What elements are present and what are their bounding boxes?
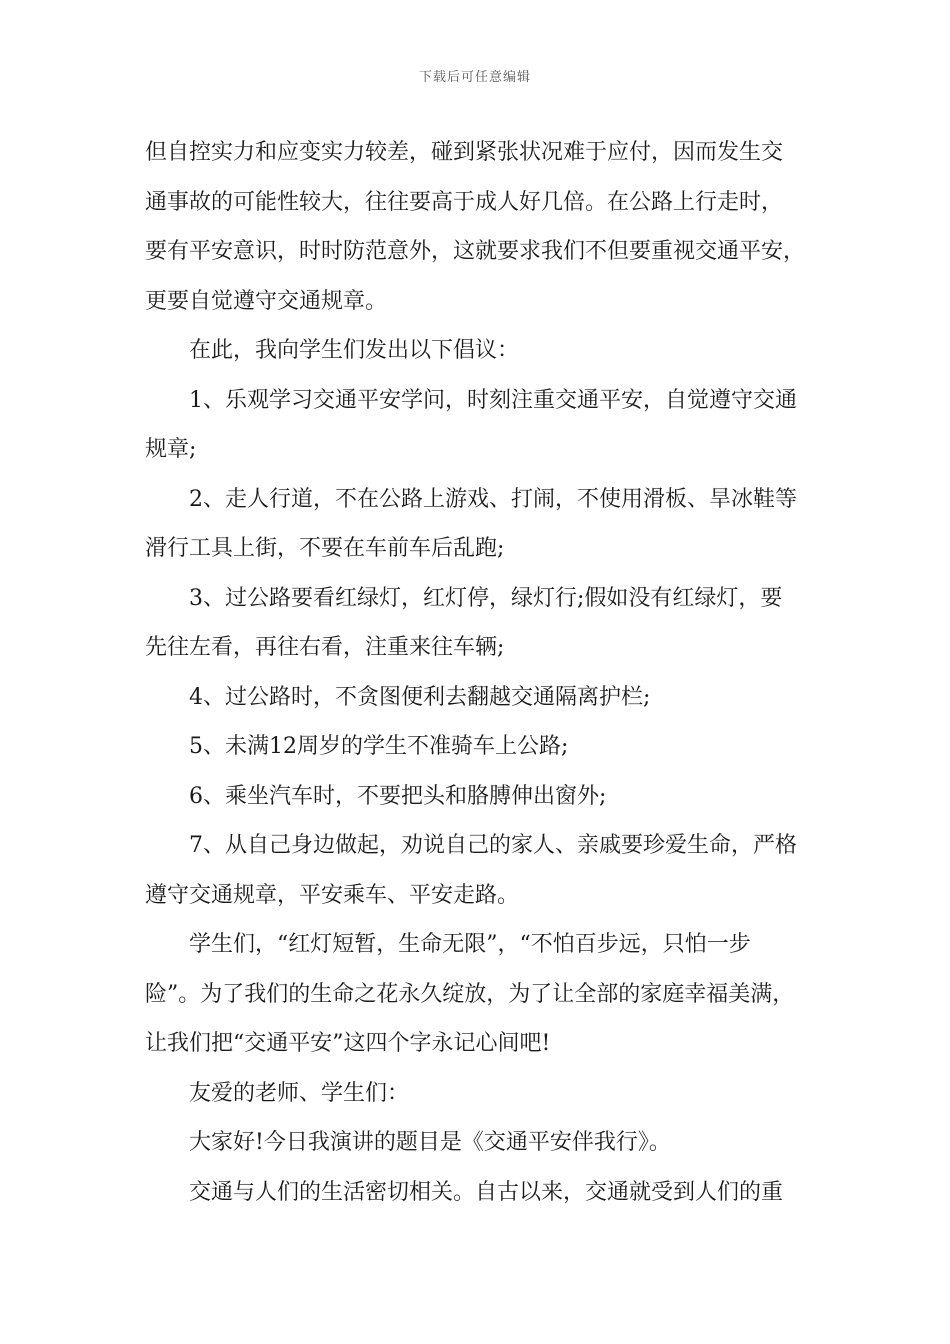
text-line: 学生们，“红灯短暂，生命无限”，“不怕百步远，只怕一步	[189, 932, 751, 957]
text-line: 通事故的可能性较大，往往要高于成人好几倍。在公路上行走时，	[145, 189, 784, 215]
text-line: 大家好!今日我演讲的题目是《交通平安伴我行》。	[189, 1130, 671, 1155]
list-item-1: 1、乐观学习交通平安学问，时刻注重交通平安，自觉遵守交通	[189, 387, 797, 413]
text-line: 先往左看，再往右看，注重来往车辆;	[145, 635, 505, 660]
page-header-note: 下载后可任意编辑	[418, 70, 531, 85]
text-line: 险”。为了我们的生命之花永久绽放，为了让全部的家庭幸福美满，	[145, 981, 795, 1007]
text-line: 在此，我向学生们发出以下倡议：	[189, 338, 520, 363]
text-line: 滑行工具上街，不要在车前车后乱跑;	[145, 536, 505, 561]
text-line: 交通与人们的生活密切相关。自古以来，交通就受到人们的重	[189, 1179, 784, 1205]
text-line: 要有平安意识，时时防范意外，这就要求我们不但要重视交通平安，	[145, 239, 806, 264]
text-line: 但自控实力和应变实力较差，碰到紧张状况难于应付，因而发生交	[145, 140, 784, 165]
list-item-6: 6、乘坐汽车时，不要把头和胳膊伸出窗外;	[189, 783, 607, 809]
list-item-5: 5、未满12周岁的学生不准骑车上公路;	[189, 734, 569, 759]
list-item-4: 4、过公路时，不贪图便利去翻越交通隔离护栏;	[189, 684, 651, 710]
text-line: 规章;	[145, 437, 197, 462]
text-line: 让我们把“交通平安”这四个字永记心间吧!	[145, 1031, 551, 1056]
list-item-2: 2、走人行道，不在公路上游戏、打闹，不使用滑板、旱冰鞋等	[189, 486, 797, 512]
list-item-3: 3、过公路要看红绿灯，红灯停，绿灯行;假如没有红绿灯，要	[189, 585, 783, 611]
document-body	[145, 128, 810, 1217]
list-item-7: 7、从自己身边做起，劝说自己的家人、亲戚要珍爱生命，严格	[189, 833, 797, 858]
text-line: 遵守交通规章，平安乘车、平安走路。	[145, 882, 520, 908]
text-line: 更要自觉遵守交通规章。	[145, 288, 388, 314]
salutation: 友爱的老师、学生们：	[189, 1080, 410, 1106]
